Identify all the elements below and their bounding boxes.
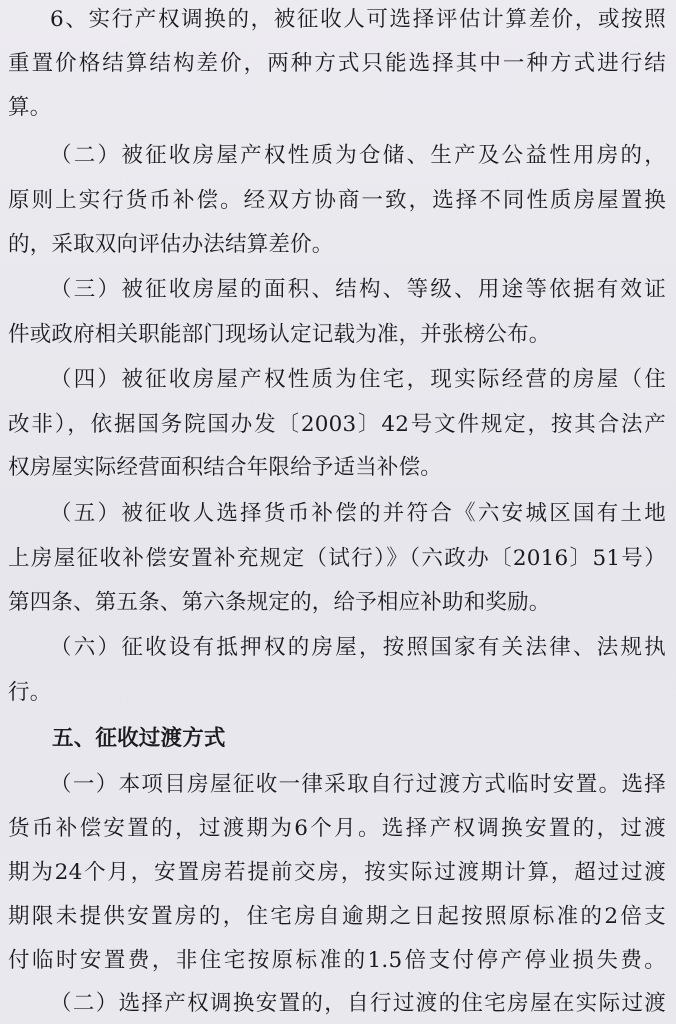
body-text-line: （四）被征收房屋产权性质为住宅，现实际经营的房屋（住 [50,367,666,392]
body-text-line: （二）被征收房屋产权性质为仓储、生产及公益性用房的， [50,143,666,168]
body-text-line: 第四条、第五条、第六条规定的，给予相应补助和奖励。 [8,590,551,615]
body-text-line: 算。 [8,95,52,120]
body-text-line: 重置价格结算结构差价，两种方式只能选择其中一种方式进行结 [8,51,666,76]
body-text-line: 6、实行产权调换的，被征收人可选择评估计算差价，或按照 [50,7,666,32]
body-text-line: （二）选择产权调换安置的，自行过渡的住宅房屋在实际过渡 [50,991,666,1016]
body-text-line: 期限未提供安置房的，住宅房自逾期之日起按照原标准的2倍支 [8,904,666,929]
body-text-line: 行。 [8,680,52,705]
body-text-line: 改非），依据国务院国办发〔2003〕42号文件规定，按其合法产 [8,412,666,437]
section-heading: 五、征收过渡方式 [52,726,226,751]
body-text-line: （一）本项目房屋征收一律采取自行过渡方式临时安置。选择 [50,772,666,797]
body-text-line: 货币补偿安置的，过渡期为6个月。选择产权调换安置的，过渡 [8,816,666,841]
body-text-line: 的，采取双向评估办法结算差价。 [8,232,334,257]
body-text-line: （五）被征收人选择货币补偿的并符合《六安城区国有土地 [50,501,666,526]
body-text-line: 件或政府相关职能部门现场认定记载为准，并张榜公布。 [8,322,551,347]
body-text-line: 上房屋征收补偿安置补充规定（试行）》（六政办〔2016〕51号） [8,546,666,571]
body-text-line: 付临时安置费，非住宅按原标准的1.5倍支付停产停业损失费。 [8,948,666,973]
body-text-line: 权房屋实际经营面积结合年限给予适当补偿。 [8,455,443,480]
body-text-line: 原则上实行货币补偿。经双方协商一致，选择不同性质房屋置换 [8,188,666,213]
body-text-line: 期为24个月，安置房若提前交房，按实际过渡期计算，超过过渡 [8,860,666,885]
body-text-line: （六）征收设有抵押权的房屋，按照国家有关法律、法规执 [50,635,666,660]
body-text-line: （三）被征收房屋的面积、结构、等级、用途等依据有效证 [50,277,666,302]
